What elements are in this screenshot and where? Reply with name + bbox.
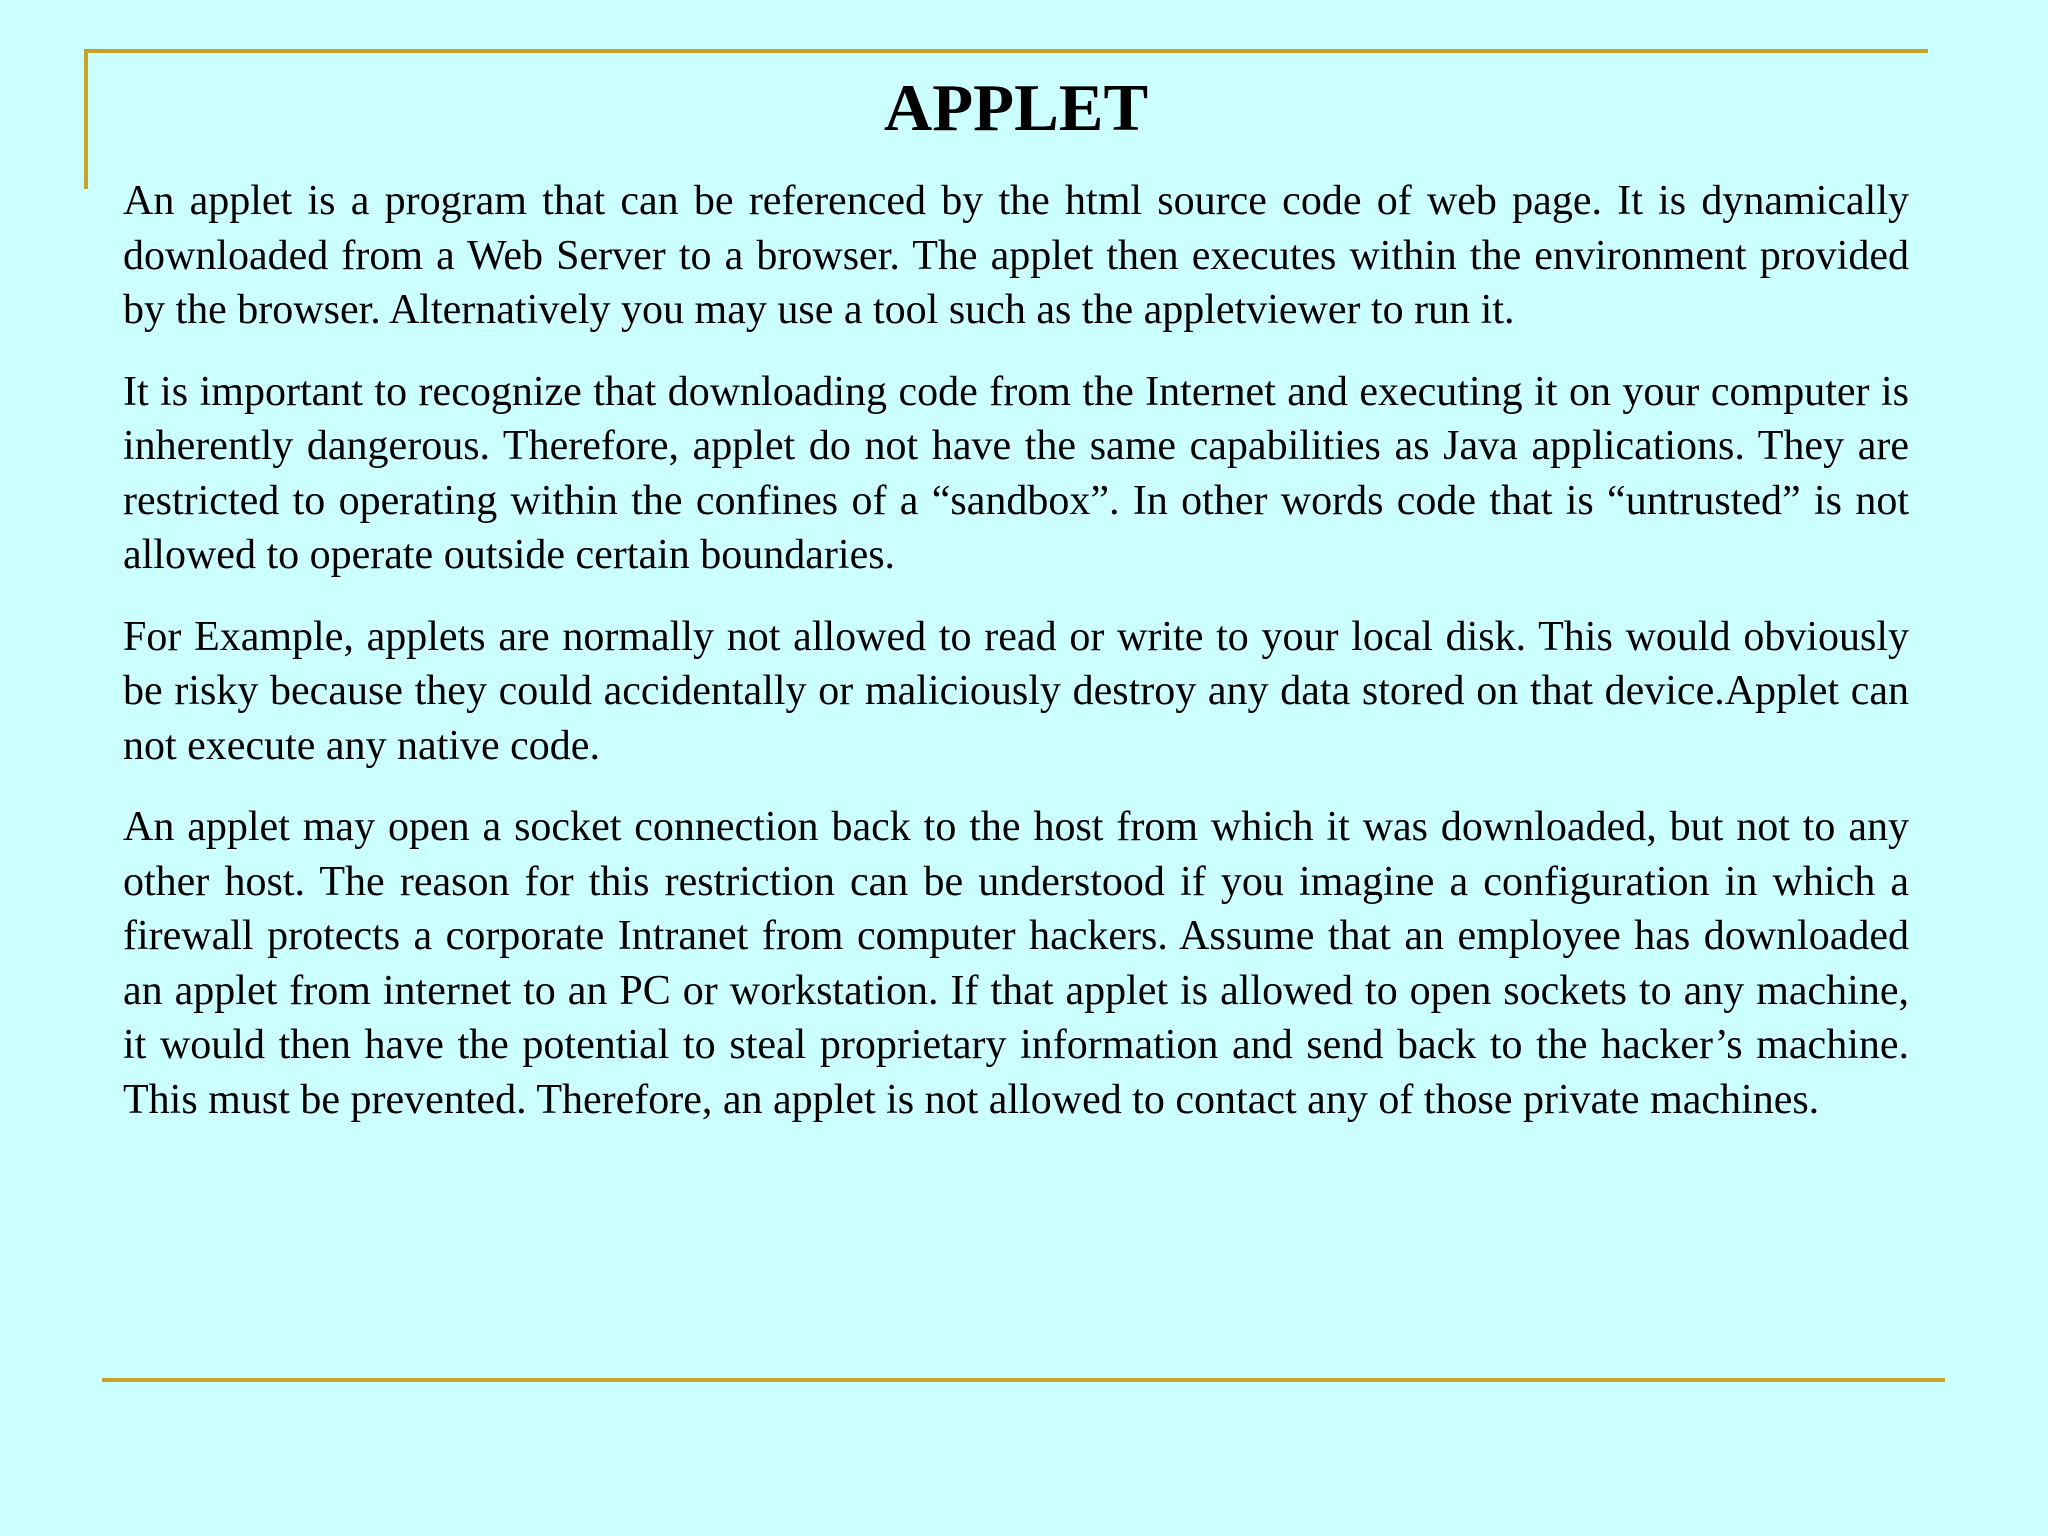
slide-body (123, 174, 1909, 1154)
paragraph-applet-definition: An applet is a program that can be referenced by the html source code of web page. It is dynamically downloaded from a Web Server to a browser. The applet then executes within the environment provided by the browser. Alternatively you may use a tool such as the appletviewer to run it. (123, 178, 1909, 333)
paragraph-sandbox: It is important to recognize that downloading code from the Internet and executing it on your computer is inherently dangerous. Therefore, applet do not have the same capabilities as Java applications. They are restricted to operating within the confines of a “sandbox”. In other words code that is “untrusted” is not allowed to operate outside certain boundaries. (123, 368, 1909, 578)
paragraph-socket-restriction: An applet may open a socket connection back to the host from which it was downloaded, but not to any other host. The reason for this restriction can be understood if you imagine a configuration in which a firewall protects a corporate Intranet from computer hackers. Assume that an employee has downloaded an applet from internet to an PC or workstation. If that applet is allowed to open sockets to any machine, it would then have the potential to steal proprietary information and send back to the hacker’s machine. This must be prevented. Therefore, an applet is not allowed to contact any of those private machines. (123, 804, 1909, 1123)
slide-title: APPLET (883, 71, 1149, 145)
paragraph-local-disk: For Example, applets are normally not allowed to read or write to your local disk. This would obviously be risky because they could accidentally or maliciously destroy any data stored on that device.Applet can not execute any native code. (123, 613, 1909, 769)
bottom-rule (102, 1378, 1945, 1382)
top-rule (84, 49, 1928, 53)
